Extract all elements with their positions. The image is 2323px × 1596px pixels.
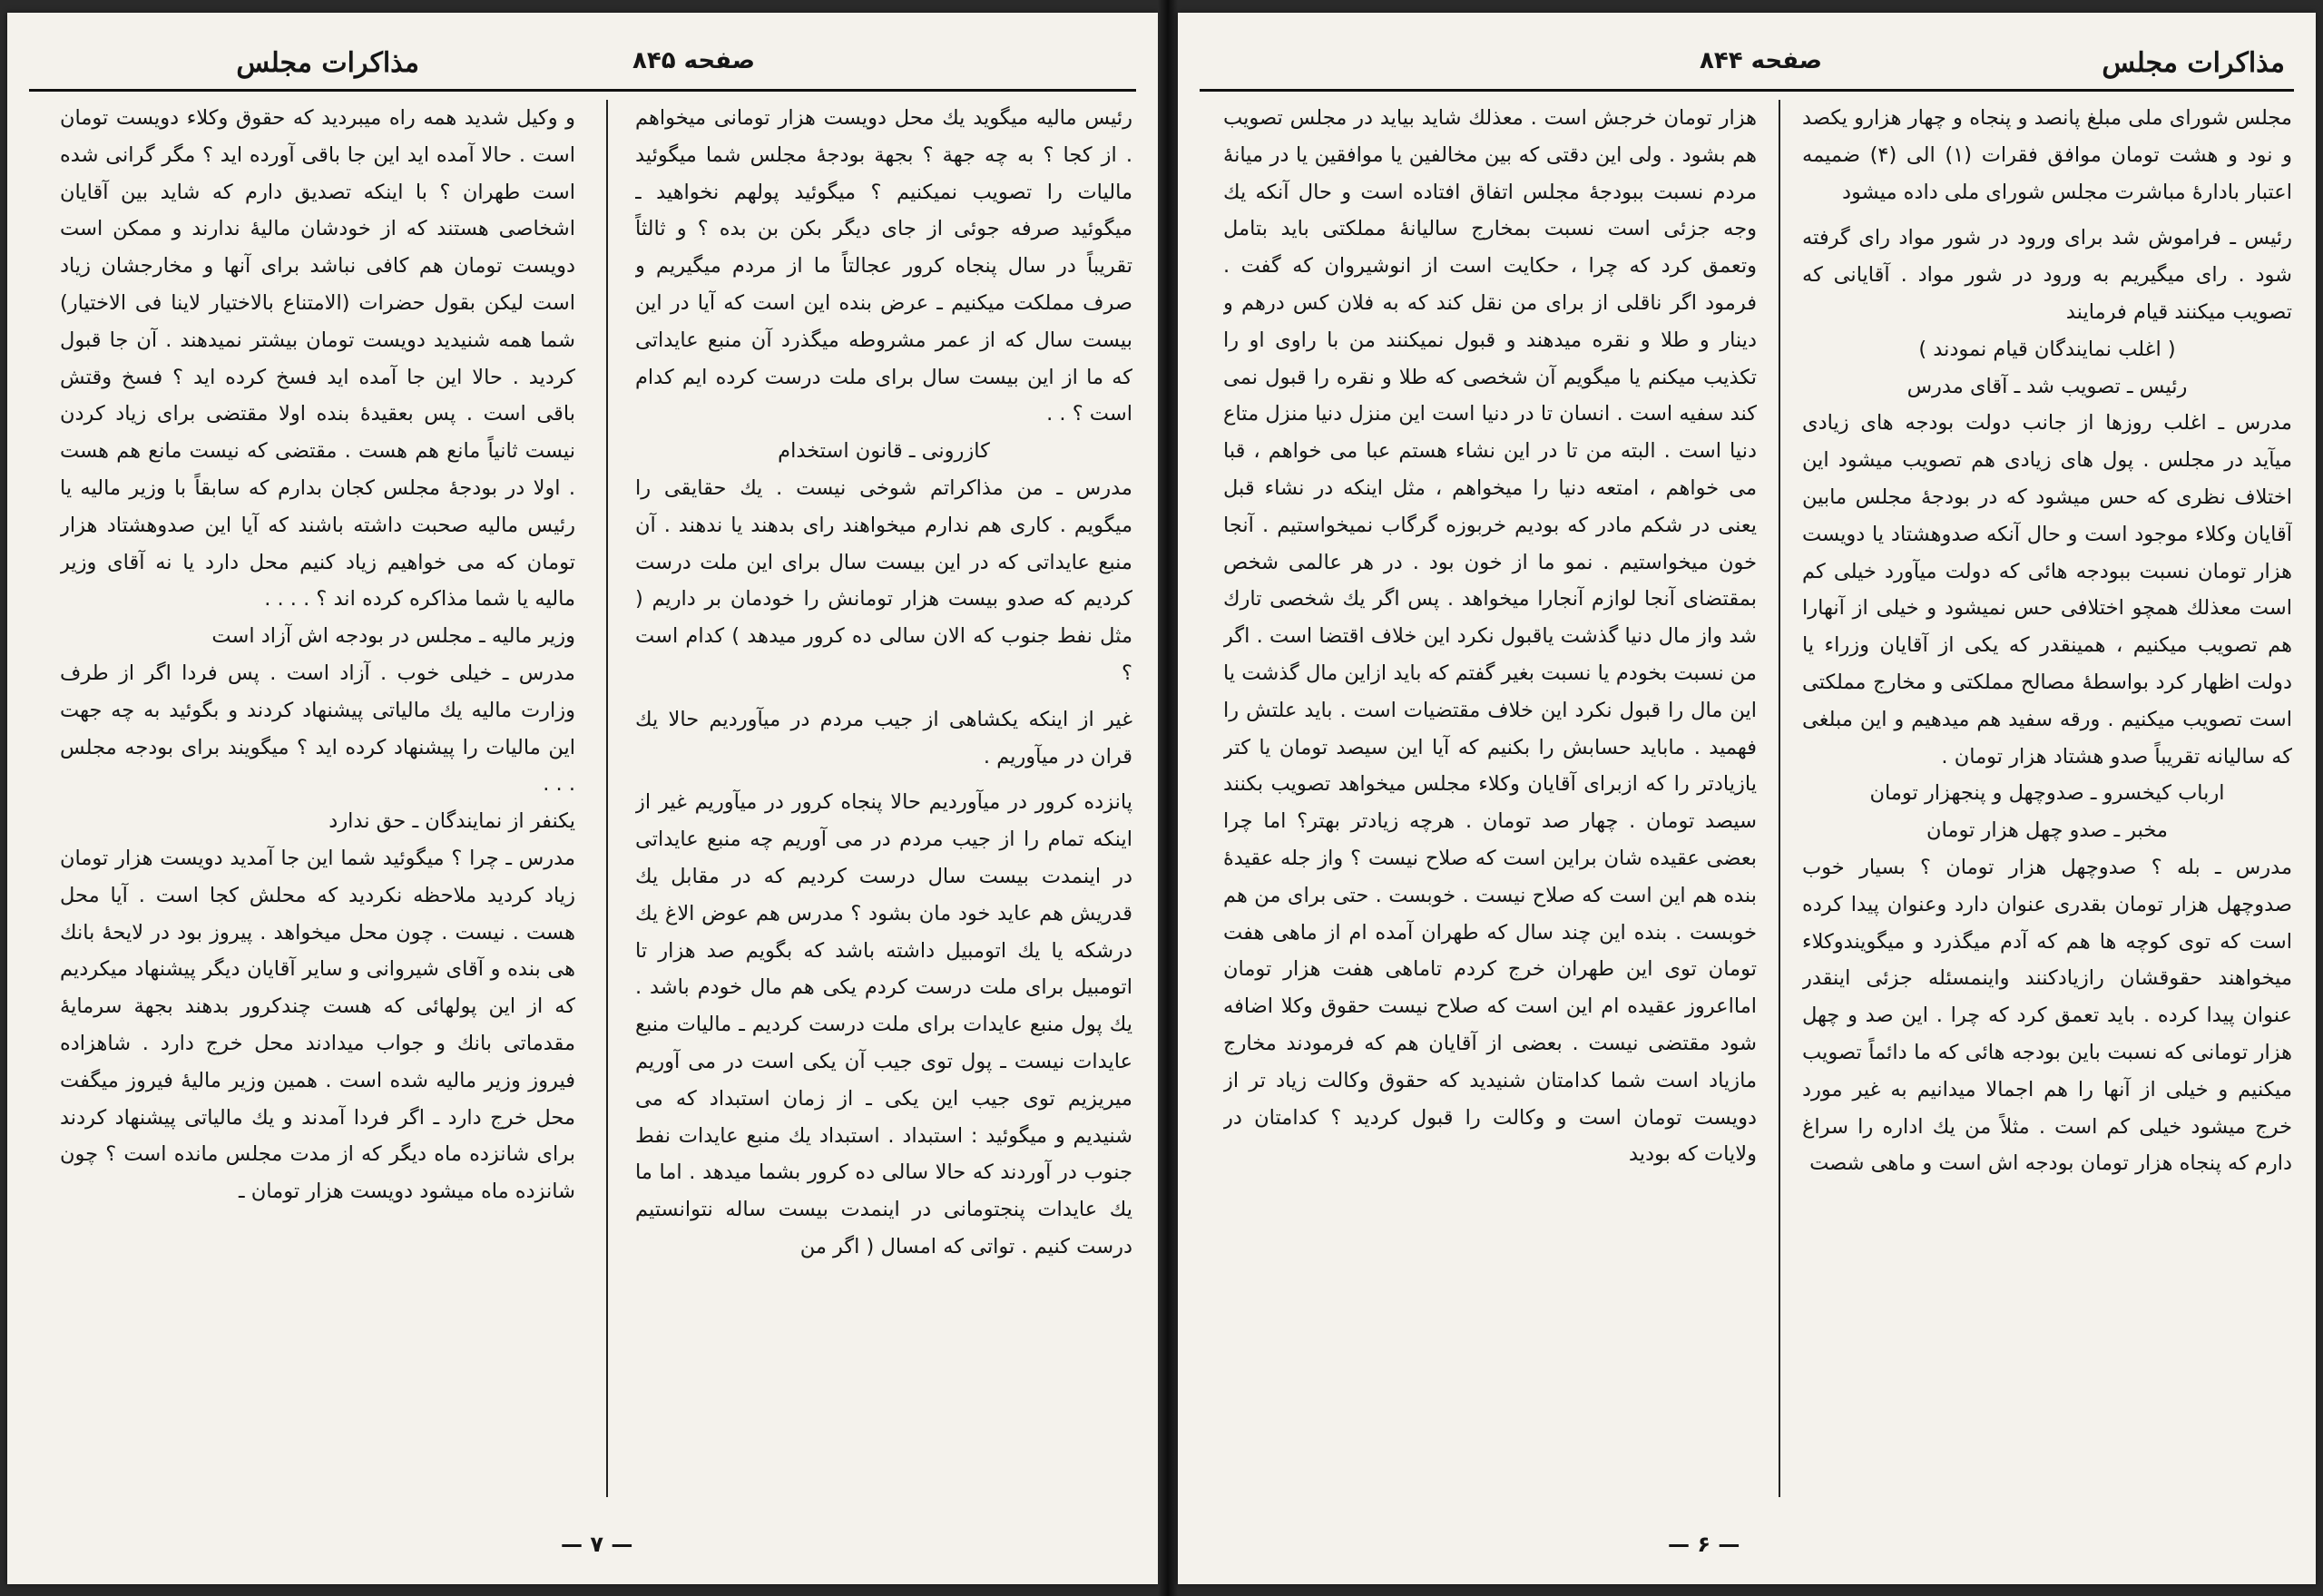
- text-column-left: [1223, 100, 1757, 1497]
- book-gutter: [1158, 0, 1178, 1596]
- speaker-line: رئیس ـ تصویب شد ـ آقای مدرس: [1906, 374, 2188, 398]
- speaker-line: مخبر ـ صدو چهل هزار تومان: [1926, 818, 2168, 843]
- paragraph: پانزده کرور در میآوردیم حالا پنجاه کرور در میآوریم غیر از اینکه تمام را از جیب مردم در می آوریم چه منبع عایداتی در اینمدت بیست سال درست کردیم که در مقابل یك قدریش هم عاید خود مان بشود ؟ مدرس هم عوض الاغ یك درشکه یا یك اتومبیل داشته باشد که بگویم صد هزار تا اتومبیل برای ملت درست کردم یکی هم مال خودم باشد . یك پول منبع عایدات برای ملت درست کردیم ـ مالیات منبع عایدات نیست ـ پول توی جیب آن یکی است در می آوریم میریزیم توی جیب این یکی ـ از زمان استبداد که می شنیدیم و میگوئید : استبداد . استبداد یك منبع عایدات نفط جنوب در آوردند که حالا سالی ده کرور بشما میدهد . اما ما یك عایدات پنجتومانی در اینمدت بیست ساله نتوانستیم درست کنیم . تواتی که امسال ( اگر من: [635, 790, 1132, 1258]
- page-footer-number: — ۷ —: [561, 1532, 633, 1557]
- speaker-line: یکنفر از نمایندگان ـ حق ندارد: [328, 809, 575, 834]
- paragraph: و وکیل شدید همه راه میبردید که حقوق وکلاء دویست تومان است . حالا آمده اید این جا باقی آورده اید ؟ مگر گرانی شده است طهران ؟ با اینکه تصدیق دارم که شاید بین آقایان اشخاصی هستند که از خودشان مالیهٔ ندارند و ممکن است دویست تومان هم کافی نباشد برای آنها و مخارجشان زیاد است لیکن بقول حضرات (الامتناع بالاختیار لاینا فی الاختیار) شما همه شنیدید دویست تومان بیشتر نمیدهند . آن جا قبول کردید . حالا این جا آمده اید فسخ کرده اید ؟ فسخ وقتش باقی است . پس بعقیدهٔ بنده اولا مقتضی برای زیاد کردن نیست ثانیاً مانع هم هست . مقتضی که نیست مانع هم هست . اولا در بودجهٔ مجلس کجان بدارم که سابقاً با وزیر مالیه یا رئیس مالیه صحبت داشته باشند که آیا این صدوهشتاد هزار تومان که می خواهیم زیاد کنیم محل دارد یا نه آقای وزیر مالیه یا شما مذاکره کرده اند ؟ . . . .: [60, 106, 575, 612]
- paragraph: مدرس ـ من مذاکراتم شوخی نیست . یك حقایقی را میگویم . کاری هم ندارم میخواهند رای بدهند یا ندهند . آن منبع عایداتی که در این بیست سال برای این ملت درست کردیم که صدو بیست هزار تومانش را خودمان بر داریم ( مثل نفط جنوب که الان سالی ده کرور میدهد ) کدام است ؟: [635, 475, 1132, 685]
- header-page-number: صفحه ۸۴۵: [632, 47, 755, 74]
- paragraph: مجلس شورای ملی مبلغ پانصد و پنجاه و چهار هزارو یکصد و نود و هشت تومان موافق فقرات (۱) الی (۴) ضمیمه اعتبار بادارهٔ مباشرت مجلس شورای ملی داده میشود: [1802, 106, 2292, 204]
- text-column-right: [1802, 100, 2292, 1497]
- column-divider: [1779, 100, 1780, 1497]
- paragraph: مدرس ـ اغلب روزها از جانب دولت بودجه های زیادی میآید در مجلس . پول های زیادی هم تصویب میشود این اختلاف نظری که حس میشود که در بودجهٔ مجلس مابین آقایان وکلاء موجود است و حال آنکه صدوهشتاد یا دویست هزار تومان نسبت ببودجه هائی که دولت میآورد خیلی کم است معذلك همچو اختلافی حس نمیشود و خیلی از آنهارا هم تصویب میکنیم ، همینقدر که یکی از آقایان وزراء یا دولت اظهار کرد بواسطهٔ مصالح مملکتی و مخارج مملکتی است تصویب میکنیم . ورقه سفید هم میدهیم و این مبلغی که سالیانه تقریباً صدو هشتاد هزار تومان .: [1802, 411, 2292, 769]
- text-column-left: [60, 100, 575, 1497]
- right-page: [1178, 13, 2316, 1584]
- speaker-line: وزیر مالیه ـ مجلس در بودجه اش آزاد است: [211, 624, 575, 649]
- paragraph: مدرس ـ چرا ؟ میگوئید شما این جا آمدید دویست هزار تومان زیاد کردید ملاحظه نکردید که محلش کجا است . آیا محل هست . نیست . چون محل میخواهد . پیروز بود در لایحهٔ بانك هی بنده و آقای شیروانی و سایر آقایان دیگر پیشنهاد میکردیم که از این پولهائی که هست چندکرور بدهند بجهة سرمایهٔ مقدماتی بانك و جواب میدادند محل خرج دارد . شاهزاده فیروز وزیر مالیه شده است . همین وزیر مالیهٔ فیروز میگفت محل خرج دارد ـ اگر فردا آمدند و یك مالیاتی پیشنهاد کردند برای شانزده ماه دیگر که از مدت مجلس مانده است ؟ چون شانزده ماه میشود دویست هزار تومان ـ: [60, 846, 575, 1204]
- paragraph: هزار تومان خرجش است . معذلك شاید بیاید در مجلس تصویب هم بشود . ولی این دقتی که بین مخالفین یا موافقین یا در میانهٔ مردم نسبت ببودجهٔ مجلس اتفاق افتاده است و حال آنکه یك وجه جزئی است نسبت بمخارج سالیانهٔ مملکتی باید بتامل وتعمق کرد که چرا ، حکایت است از انوشیروان که گفت . فرمود اگر ناقلی از برای من نقل کند که به فلان کس درهم و دینار و طلا و نقره میدهند و قبول نمیکنند من با راوی او را تکذیب میکنم یا میگویم آن شخصی که طلا و نقره را قبول نمی کند سفیه است . انسان تا در دنیا است این منزل دنیا منزل متاع دنیا است . البته من تا در این نشاء هستم عبا می خواهم ، قبا می خواهم ، امتعه دنیا را میخواهم ، مثل اینکه در نشاء قبل یعنی در شکم مادر که بودیم خربوزه گرگاب نمیخواستیم . آنجا خون میخواستیم . نمو ما از خون بود . در هر عالمی شخص بمقتضای آنجا لوازم آنجارا میخواهد . پس اگر یك شخصی تارك شد واز مال دنیا گذشت یاقبول نکرد این خلاف اقتضا است . اگر من نسبت بخودم یا نسبت بغیر گفتم که باید ازاین مال گذشت یا این مال را قبول نکرد این خلاف مقتضیات است . باید علتش را فهمید . ماباید حسابش را بکنیم که آیا این سیصد تومان یا کتر یازیادتر را که ازبرای آقایان وکلاء مجلس میخواهد تصویب بکنند سیصد تومان . چهار صد تومان . هرچه زیادتر بهتر؟ اما چرا بعضی عقیده شان براین است که صلاح نیست ؟ واز جله عقیدهٔ بنده هم این است که صلاح نیست . خوبست . حتی برای من هم خوبست . بنده این چند سال که طهران آمده ام از ماهی هفت تومان توی این طهران خرج کردم تاماهی هفت هزار تومان امااعروز عقیده ام این است که صلاح نیست حقوق وکلا اضافه شود مقتضی نیست . بعضی از آقایان هم که فرمودند مخارج مازیاد است شما کدامتان شنیدید که حقوق وکالت زیاد تر از دویست تومان است و وکالت را قبول کردید ؟ کدامتان در ولایات که بودید: [1223, 106, 1757, 1167]
- speaker-line: ارباب کیخسرو ـ صدوچهل و پنجهزار تومان: [1869, 781, 2225, 806]
- paragraph: غیر از اینکه یکشاهی از جیب مردم در میآوردیم حالا یك قران در میآوریم .: [635, 707, 1132, 769]
- stage-direction: ( اغلب نمایندگان قیام نمودند ): [1918, 337, 2176, 361]
- paragraph: رئیس مالیه میگوید یك محل دویست هزار تومانی میخواهم . از کجا ؟ به چه جهة ؟ بجهة بودجهٔ مجلس شما میگوئید مالیات را تصویب نمیکنیم ؟ میگوئید پولهم نخواهید ـ میگوئید صرفه جوئی از جای دیگر بکن بن بده ؟ و ثالثاً تقریباً در سال پنجاه کرور عجالتاً ما از مردم میگیریم و صرف مملکت میکنیم ـ عرض بنده این است که آیا در این بیست سال که از عمر مشروطه میگذرد آن منبع عایداتی که ما از این بیست سال برای ملت درست کرده ایم کدام است ؟ . .: [635, 106, 1132, 426]
- page-header: [1200, 44, 2294, 92]
- speaker-line: کازرونی ـ قانون استخدام: [778, 439, 990, 464]
- header-title: مذاکرات مجلس: [236, 47, 419, 79]
- paragraph: مدرس ـ بله ؟ صدوچهل هزار تومان ؟ بسیار خوب صدوچهل هزار تومان بقدری عنوان دارد وعنوان پیدا کرده است که توی کوچه ها هم که آدم میگذرد و میگویندوکلاء میخواهند حقوقشان رازیادکنند واینمسئله جزئی اینقدر عنوان پیدا کرده . باید تعمق کرد که چرا . این صد و چهل هزار تومانی که نسبت باین بودجه هائی که ما دائماً تصویب میکنیم و خیلی از آنها را هم اجمالا میدانیم به غیر مورد خرج میشود خیلی کم است . مثلاً من یك اداره را سراغ دارم که پنجاه هزار تومان بودجه اش است و ماهی شصت: [1802, 855, 2292, 1176]
- paragraph: رئیس ـ فراموش شد برای ورود در شور مواد رای گرفته شود . رای میگیریم به ورود در شور مواد . آقایانی که تصویب میکنند قیام فرمایند: [1802, 226, 2292, 324]
- page-header: [29, 44, 1136, 92]
- text-column-right: [635, 100, 1132, 1497]
- left-page: [7, 13, 1158, 1584]
- column-divider: [606, 100, 608, 1497]
- header-page-number: صفحه ۸۴۴: [1699, 47, 1822, 74]
- paragraph: مدرس ـ خیلی خوب . آزاد است . پس فردا اگر از طرف وزارت مالیه یك مالیاتی پیشنهاد کردند و بگوئید به چه جهت این مالیات را پیشنهاد کرده اید ؟ میگویند برای بودجه مجلس . . .: [60, 661, 575, 797]
- header-title: مذاکرات مجلس: [2102, 47, 2285, 79]
- page-footer-number: — ۶ —: [1668, 1532, 1740, 1557]
